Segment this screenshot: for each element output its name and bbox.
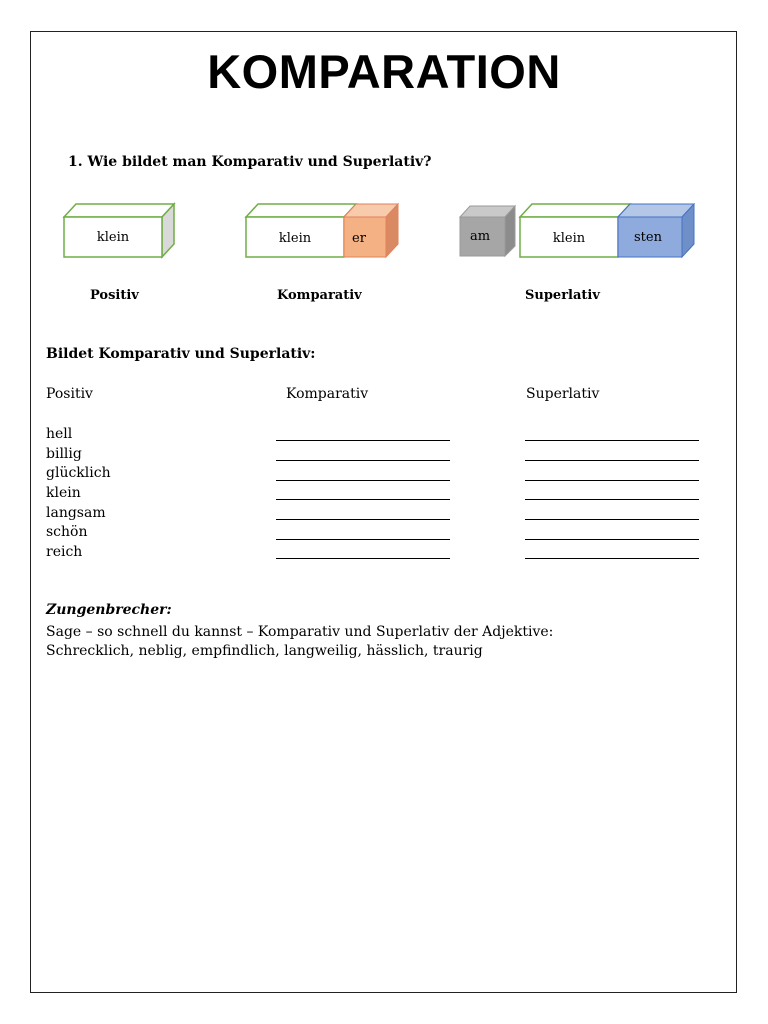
adjective-item: schön	[46, 524, 88, 541]
superlativ-answer-line[interactable]	[525, 519, 699, 520]
page-title: KOMPARATION	[207, 45, 561, 98]
superlativ-answer-line[interactable]	[525, 480, 699, 481]
adjective-item: glücklich	[46, 465, 111, 482]
komparativ-answer-line[interactable]	[276, 519, 450, 520]
komparativ-answer-line[interactable]	[276, 558, 450, 559]
superlativ-answer-line[interactable]	[525, 440, 699, 441]
superlativ-prefix: am	[469, 229, 491, 244]
superlativ-answer-line[interactable]	[525, 558, 699, 559]
question-heading: 1. Wie bildet man Komparativ und Superlativ?	[68, 154, 432, 170]
column-header-positiv: Positiv	[46, 386, 93, 402]
adjective-item: reich	[46, 544, 83, 561]
column-header-komparativ: Komparativ	[286, 386, 369, 402]
komparativ-answer-line[interactable]	[276, 499, 450, 500]
zungenbrecher-text	[46, 623, 553, 661]
superlativ-answer-line[interactable]	[525, 499, 699, 500]
adjective-item: hell	[46, 426, 73, 442]
superlativ-caption: Superlativ	[525, 288, 600, 303]
komparativ-suffix: er	[352, 231, 366, 246]
komparativ-answer-line[interactable]	[276, 440, 450, 441]
superlativ-word: klein	[552, 231, 586, 246]
column-header-superlativ: Superlativ	[526, 386, 600, 402]
superlativ-answer-line[interactable]	[525, 460, 699, 461]
adjective-item: klein	[46, 485, 81, 502]
zungenbrecher-line-1: Sage – so schnell du kannst – Komparativ und Superlativ der Adjektive:	[46, 624, 554, 640]
komparation-diagram	[0, 0, 768, 330]
exercise-heading: Bildet Komparativ und Superlativ:	[46, 346, 316, 362]
positiv-caption: Positiv	[90, 288, 139, 303]
adjective-item: langsam	[46, 504, 106, 521]
positiv-word: klein	[96, 230, 130, 245]
komparativ-answer-line[interactable]	[276, 480, 450, 481]
adjective-list	[46, 425, 111, 563]
zungenbrecher-line-2: Schrecklich, neblig, empfindlich, langweilig, hässlich, traurig	[46, 643, 483, 659]
adjective-item: billig	[46, 445, 82, 462]
superlativ-suffix: sten	[634, 230, 662, 245]
superlativ-answer-line[interactable]	[525, 539, 699, 540]
komparativ-answer-line[interactable]	[276, 460, 450, 461]
komparativ-word: klein	[278, 231, 312, 246]
komparativ-caption: Komparativ	[277, 288, 362, 303]
komparativ-answer-line[interactable]	[276, 539, 450, 540]
zungenbrecher-title: Zungenbrecher:	[46, 602, 172, 618]
